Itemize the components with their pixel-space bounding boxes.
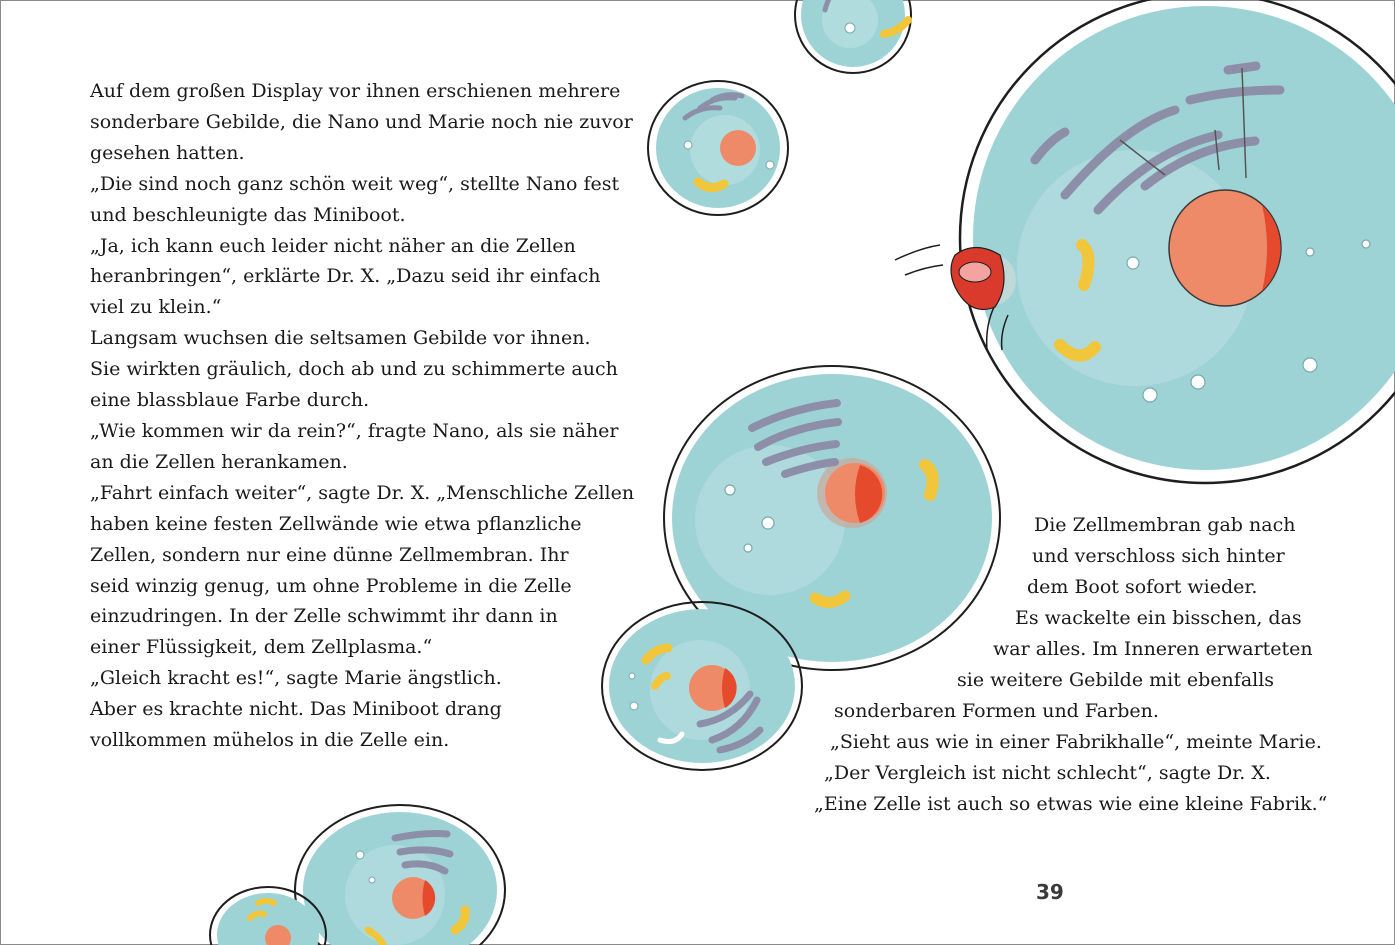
cell-large-right — [960, 0, 1395, 483]
text-line: einzudringen. In der Zelle schwimmt ihr dann in — [90, 605, 558, 628]
text-line: Die Zellmembran gab nach — [1034, 514, 1296, 536]
text-line: viel zu klein.“ — [90, 296, 222, 319]
text-line: an die Zellen herankamen. — [90, 450, 348, 473]
text-line: eine blassblaue Farbe durch. — [90, 389, 370, 412]
text-line: Es wackelte ein bisschen, das — [1015, 607, 1302, 629]
text-line: Sie wirkten gräulich, doch ab und zu schimmerte auch — [90, 358, 618, 381]
text-line: haben keine festen Zellwände wie etwa pflanzliche — [90, 512, 582, 535]
cell-upper-small — [648, 81, 788, 215]
text-line: „Eine Zelle ist auch so etwas wie eine kleine Fabrik.“ — [814, 793, 1328, 815]
text-line: sonderbare Gebilde, die Nano und Marie noch nie zuvor — [90, 110, 633, 133]
text-line: und beschleunigte das Miniboot. — [90, 203, 406, 226]
text-line: dem Boot sofort wieder. — [1027, 576, 1258, 598]
text-line: Langsam wuchsen die seltsamen Gebilde vor ihnen. — [90, 327, 591, 350]
cell-bottom-right — [295, 805, 505, 945]
text-line: „Ja, ich kann euch leider nicht näher an die Zellen — [90, 234, 576, 257]
page-number: 39 — [1036, 880, 1064, 904]
text-line: Auf dem großen Display vor ihnen erschienen mehrere — [90, 80, 621, 102]
text-line: sonderbaren Formen und Farben. — [834, 700, 1159, 722]
text-line: „Fahrt einfach weiter“, sagte Dr. X. „Menschliche Zellen — [90, 481, 635, 504]
cell-lower-small — [602, 602, 802, 770]
text-line: seid winzig genug, um ohne Probleme in die Zelle — [90, 574, 572, 597]
text-line: „Gleich kracht es!“, sagte Marie ängstlich. — [90, 667, 502, 690]
cell-top-small — [795, 0, 911, 73]
text-line: sie weitere Gebilde mit ebenfalls — [957, 669, 1275, 691]
text-line: Aber es krachte nicht. Das Miniboot drang — [90, 698, 502, 721]
text-line: war alles. Im Inneren erwarteten — [993, 638, 1313, 660]
text-line: heranbringen“, erklärte Dr. X. „Dazu seid ihr einfach — [90, 265, 601, 288]
text-line: gesehen hatten. — [90, 141, 245, 164]
text-line: „Der Vergleich ist nicht schlecht“, sagte Dr. X. — [824, 762, 1271, 784]
text-line: „Sieht aus wie in einer Fabrikhalle“, meinte Marie. — [830, 731, 1322, 753]
text-line: Zellen, sondern nur eine dünne Zellmembran. Ihr — [90, 543, 569, 566]
text-line: und verschloss sich hinter — [1032, 545, 1285, 567]
body-text-left — [90, 76, 635, 756]
text-line: vollkommen mühelos in die Zelle ein. — [90, 729, 450, 752]
text-line: einer Flüssigkeit, dem Zellplasma.“ — [90, 636, 433, 659]
text-line: „Wie kommen wir da rein?“, fragte Nano, als sie näher — [90, 419, 619, 442]
text-line: „Die sind noch ganz schön weit weg“, stellte Nano fest — [90, 172, 620, 195]
